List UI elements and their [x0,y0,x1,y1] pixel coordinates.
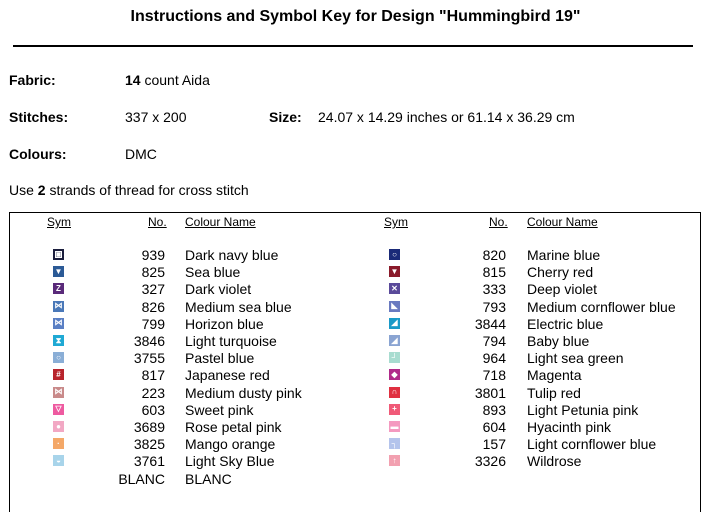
dmc-number: 3801 [474,384,506,401]
symbol-icon: □ [53,249,64,260]
dmc-number: 820 [482,247,506,263]
symbol-icon: ⧗ [53,335,64,346]
symbol-icon: ▽ [53,404,64,415]
colour-name: Light cornflower blue [527,436,657,453]
symbol-icon: ◢ [389,318,400,329]
fabric-type: count Aida [140,72,210,88]
colour-name: Sea blue [185,264,241,281]
symbol-icon: ⋈ [54,318,63,328]
header-no-left: No. [148,215,167,229]
colour-name: Mango orange [185,436,276,453]
colour-name: BLANC [185,470,232,487]
header-name-left: Colour Name [185,215,256,229]
colour-name: Baby blue [527,333,590,349]
fabric-label: Fabric: [9,72,56,88]
header-no-right: No. [489,215,508,229]
symbol-icon: ⋈ [54,387,63,397]
symbol-icon: ● [53,421,64,432]
dmc-number: 794 [482,333,506,349]
header-sym-left: Sym [47,215,71,229]
colours-label: Colours: [9,146,67,162]
dmc-number: 3846 [133,333,165,349]
dmc-number: 3761 [133,453,165,470]
symbol-icon: · [53,438,64,449]
colour-name: Cherry red [527,264,594,281]
dmc-number: 333 [482,281,506,298]
colour-name: Japanese red [185,367,270,384]
fabric-value [125,72,210,88]
symbol-icon: Z [53,283,64,294]
dmc-number: 815 [482,264,506,281]
symbol-icon: ◣ [389,301,400,312]
symbol-icon: # [53,369,64,380]
dmc-number: 826 [141,298,165,315]
dmc-number: 223 [141,384,165,401]
dmc-number: 327 [141,281,165,298]
colour-name: Sweet pink [185,401,254,418]
symbol-icon: ▼ [54,266,63,276]
symbol-icon: ◒ [53,455,64,466]
colour-name: Medium dusty pink [185,384,302,401]
colour-name: Light Sky Blue [185,453,275,470]
colour-name: Light turquoise [185,333,277,349]
colour-name: Dark navy blue [185,247,279,263]
stitches-value: 337 x 200 [125,109,187,125]
colour-name: Hyacinth pink [527,419,612,435]
dmc-number: 939 [141,247,165,263]
symbol-icon: ┘ [389,352,400,363]
dmc-number: 3825 [133,436,165,453]
dmc-number: 604 [482,419,506,435]
dmc-number: 964 [482,350,506,367]
symbol-icon: ▬ [390,421,399,431]
colour-name: Electric blue [527,315,604,332]
symbol-icon: ◆ [389,369,400,380]
dmc-number: 3844 [474,315,506,332]
instruction-post: strands of thread for cross stitch [45,182,249,198]
dmc-number: 157 [482,436,506,453]
symbol-icon: ○ [389,249,400,260]
colour-name: Deep violet [527,281,598,298]
colour-name: Medium cornflower blue [527,298,676,315]
colour-name: Dark violet [185,281,252,298]
symbol-icon: ⋈ [54,301,63,311]
dmc-number: 825 [141,264,165,281]
title-underline [13,45,693,47]
dmc-number: 3326 [474,453,506,470]
dmc-number: 3755 [133,350,165,367]
symbol-icon: ✕ [389,283,400,294]
thread-instruction [9,182,249,198]
symbol-icon: + [389,404,400,415]
dmc-number: 718 [482,367,506,384]
header-name-right: Colour Name [527,215,598,229]
colour-name: Magenta [527,367,582,384]
colour-name: Marine blue [527,247,601,263]
symbol-icon: ↑ [389,455,400,466]
colour-name: Tulip red [527,384,581,401]
stitches-label: Stitches: [9,109,69,125]
dmc-number: 3689 [133,419,165,435]
colour-name: Medium sea blue [185,298,292,315]
colour-name: Pastel blue [185,350,255,367]
symbol-icon: ∩ [389,387,400,398]
symbol-icon: ◢ [389,335,400,346]
page-title: Instructions and Symbol Key for Design "Hummingbird 19" [130,8,581,25]
colours-value: DMC [125,146,157,162]
colour-name: Wildrose [527,453,582,470]
colour-name: Rose petal pink [185,419,282,435]
dmc-number: 603 [141,401,165,418]
strand-count: 2 [37,182,46,198]
dmc-number: 893 [482,401,506,418]
fabric-count: 14 [125,72,141,88]
colour-name: Light Petunia pink [527,401,639,418]
size-label: Size: [269,109,302,125]
colour-name: Horizon blue [185,315,264,332]
dmc-number: 793 [482,298,506,315]
size-value: 24.07 x 14.29 inches or 61.14 x 36.29 cm [318,109,575,125]
dmc-number: 799 [141,315,165,332]
header-sym-right: Sym [384,215,408,229]
symbol-icon: ┐ [389,438,400,449]
symbol-icon: ○ [53,352,64,363]
dmc-number: BLANC [118,470,165,487]
dmc-number: 817 [141,367,165,384]
symbol-icon: ▼ [390,266,399,276]
instruction-pre: Use [9,182,38,198]
colour-name: Light sea green [527,350,624,367]
